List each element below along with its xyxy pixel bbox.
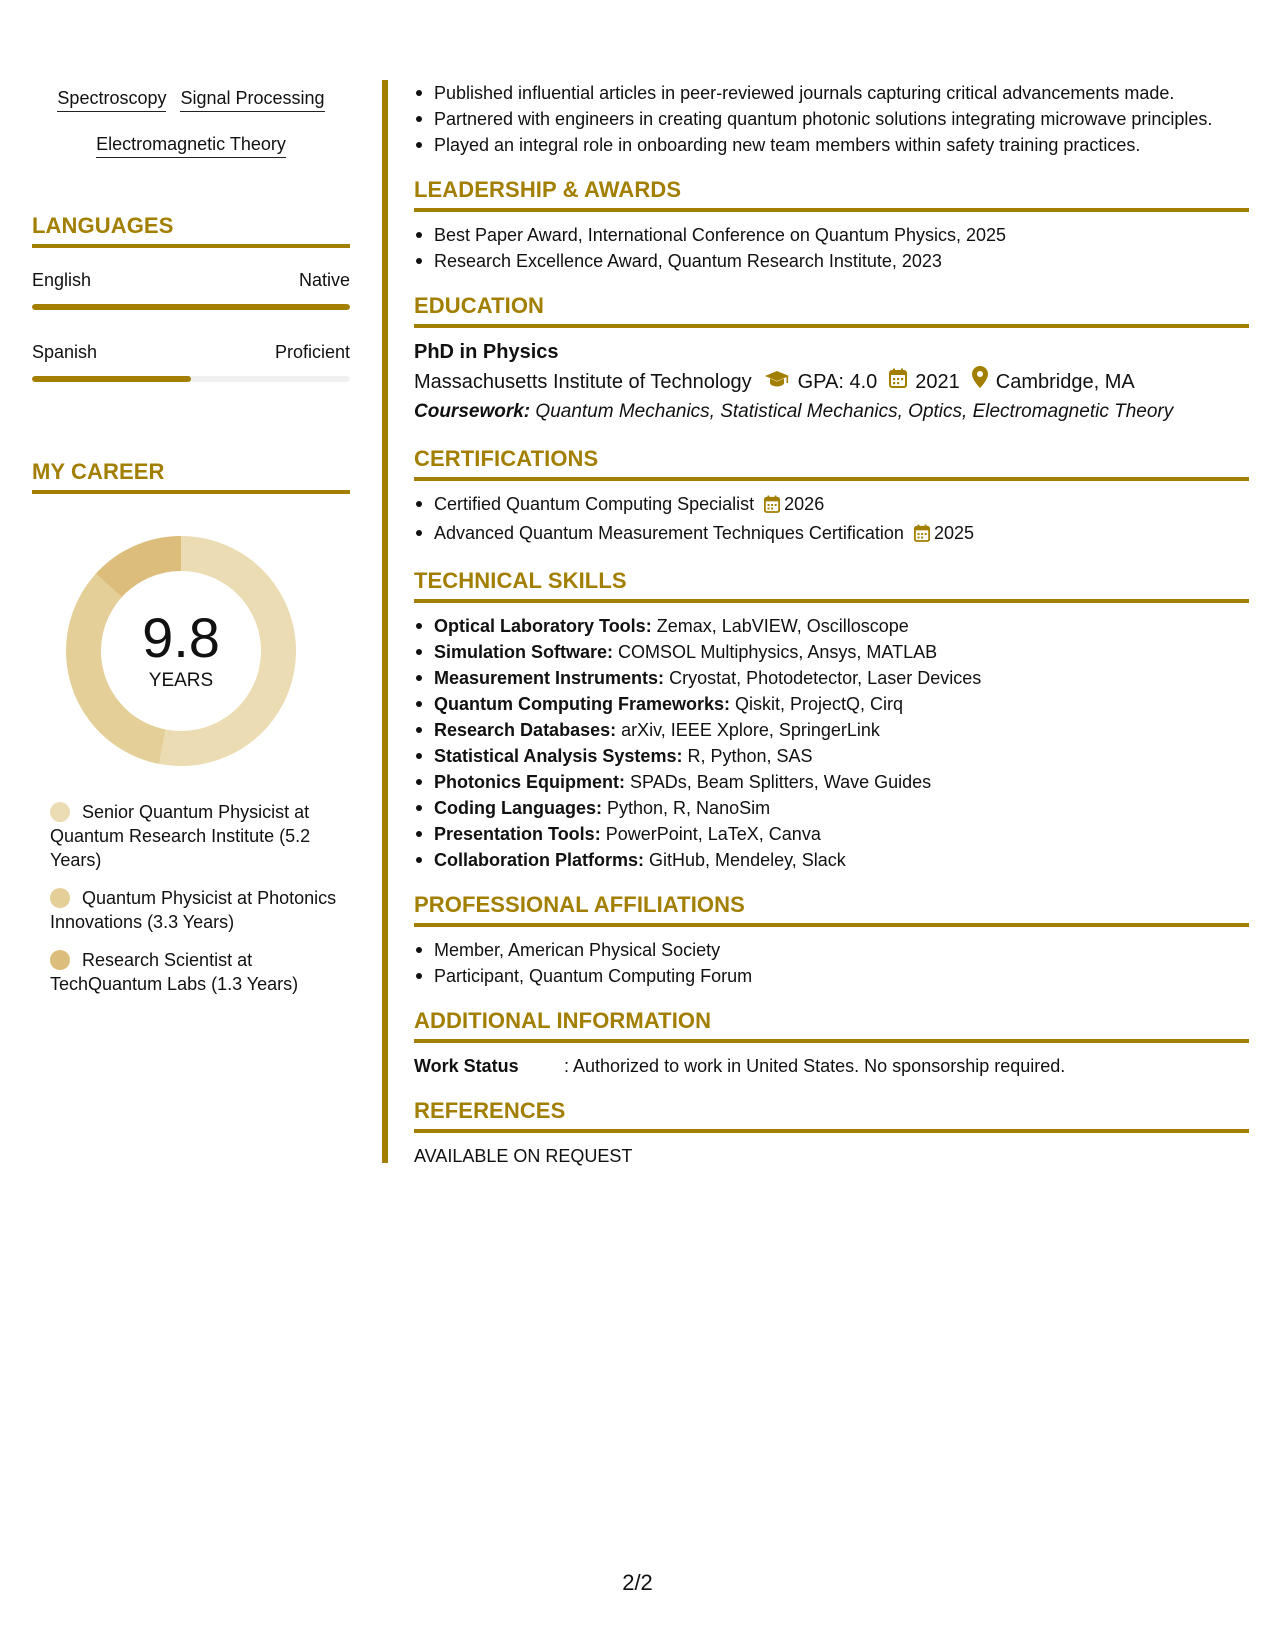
- certification-name: Advanced Quantum Measurement Techniques Certification: [434, 523, 904, 543]
- legend-label: Quantum Physicist at Photonics Innovations (3.3 Years): [50, 888, 337, 932]
- career-legend-item: [50, 800, 340, 872]
- section-title: EDUCATION: [414, 293, 545, 318]
- references-section: [414, 1097, 1249, 1169]
- list-item: [414, 639, 1249, 665]
- list-item: [414, 795, 1249, 821]
- language-name: English: [32, 270, 92, 290]
- certification-year: 2026: [784, 494, 825, 514]
- gpa: GPA: 4.0: [797, 370, 878, 393]
- career-legend-item: [50, 886, 340, 934]
- page-number: 2/2: [622, 1570, 653, 1595]
- technical-skills-list: [414, 613, 1249, 873]
- legend-dot: [50, 888, 70, 908]
- career-section: [32, 458, 350, 996]
- affiliations-section: [414, 891, 1249, 989]
- skill-tag: Electromagnetic Theory: [96, 132, 286, 158]
- language-bar-fill: [32, 304, 350, 310]
- skill-category: Measurement Instruments:: [434, 668, 665, 688]
- list-item: [414, 847, 1249, 873]
- coursework-label: Coursework:: [414, 401, 531, 422]
- school-location: Cambridge, MA: [995, 370, 1135, 393]
- career-donut: [66, 536, 296, 766]
- references-text: AVAILABLE ON REQUEST: [414, 1146, 633, 1166]
- list-item: [414, 769, 1249, 795]
- legend-dot: [50, 802, 70, 822]
- skill-category: Simulation Software:: [434, 642, 614, 662]
- section-title: REFERENCES: [414, 1098, 566, 1123]
- certification-year: 2025: [933, 523, 974, 543]
- skills-tags: [32, 80, 350, 172]
- list-item: [414, 613, 1249, 639]
- section-title: LEADERSHIP & AWARDS: [414, 177, 682, 202]
- right-column: [414, 80, 1249, 1169]
- list-item: [414, 821, 1249, 847]
- skill-category: Presentation Tools:: [434, 824, 601, 844]
- languages-section: [32, 212, 350, 382]
- legend-dot: [50, 950, 70, 970]
- section-rule: [414, 923, 1249, 927]
- section-rule: [32, 490, 350, 494]
- list-item: Partnered with engineers in creating quantum photonic solutions integrating microwave principles.: [414, 106, 1249, 132]
- skill-values: COMSOL Multiphysics, Ansys, MATLAB: [618, 642, 938, 662]
- additional-info-section: [414, 1007, 1249, 1079]
- career-total-years: 9.8: [142, 606, 220, 669]
- list-item: [414, 520, 1249, 549]
- skill-category: Collaboration Platforms:: [434, 850, 645, 870]
- list-item: Member, American Physical Society: [414, 937, 1249, 963]
- list-item: Research Excellence Award, Quantum Research Institute, 2023: [414, 248, 1249, 274]
- list-item: Participant, Quantum Computing Forum: [414, 963, 1249, 989]
- graduation-year: 2021: [915, 370, 960, 393]
- list-item: Published influential articles in peer-reviewed journals capturing critical advancements made.: [414, 80, 1249, 106]
- section-rule: [414, 208, 1249, 212]
- calendar-icon: [914, 523, 930, 549]
- list-item: Best Paper Award, International Conference on Quantum Physics, 2025: [414, 222, 1249, 248]
- skill-category: Research Databases:: [434, 720, 617, 740]
- work-status-row: [414, 1053, 1249, 1079]
- skill-values: Zemax, LabVIEW, Oscilloscope: [656, 616, 909, 636]
- skill-values: Python, R, NanoSim: [607, 798, 771, 818]
- section-title: LANGUAGES: [32, 213, 174, 238]
- skill-values: PowerPoint, LaTeX, Canva: [605, 824, 821, 844]
- education-section: [414, 292, 1249, 427]
- section-rule: [414, 324, 1249, 328]
- section-title: TECHNICAL SKILLS: [414, 568, 627, 593]
- section-title: ADDITIONAL INFORMATION: [414, 1008, 712, 1033]
- left-column: [32, 80, 350, 1010]
- certifications-section: [414, 445, 1249, 549]
- legend-label: Research Scientist at TechQuantum Labs (1.3 Years): [50, 950, 299, 994]
- language-bar-fill: [32, 376, 191, 382]
- section-title: PROFESSIONAL AFFILIATIONS: [414, 892, 745, 917]
- education-details: [414, 366, 1249, 397]
- legend-label: Senior Quantum Physicist at Quantum Research Institute (5.2 Years): [50, 802, 311, 870]
- section-title: MY CAREER: [32, 459, 165, 484]
- skill-category: Statistical Analysis Systems:: [434, 746, 683, 766]
- section-rule: [414, 1039, 1249, 1043]
- language-bar: [32, 376, 350, 382]
- section-rule: [414, 599, 1249, 603]
- list-item: [414, 717, 1249, 743]
- skill-values: SPADs, Beam Splitters, Wave Guides: [630, 772, 932, 792]
- career-total-unit: YEARS: [148, 670, 214, 691]
- skill-values: Cryostat, Photodetector, Laser Devices: [669, 668, 982, 688]
- leadership-section: [414, 176, 1249, 274]
- language-name: Spanish: [32, 342, 98, 362]
- language-item: [32, 268, 350, 310]
- list-item: [414, 743, 1249, 769]
- coursework: [414, 397, 1249, 427]
- column-divider: [382, 80, 388, 1163]
- career-legend: [50, 800, 340, 996]
- work-status-label: Work Status: [414, 1056, 519, 1076]
- skill-category: Photonics Equipment:: [434, 772, 625, 792]
- skill-category: Coding Languages:: [434, 798, 602, 818]
- language-level: Native: [298, 270, 350, 290]
- location-pin-icon: [972, 366, 988, 397]
- section-rule: [32, 244, 350, 248]
- skill-values: Qiskit, ProjectQ, Cirq: [735, 694, 904, 714]
- skill-tag: Signal Processing: [180, 86, 324, 112]
- degree: PhD in Physics: [414, 341, 559, 363]
- skill-values: arXiv, IEEE Xplore, SpringerLink: [621, 720, 880, 740]
- career-legend-item: [50, 948, 340, 996]
- skill-tag: Spectroscopy: [57, 86, 166, 112]
- experience-bullets: [414, 80, 1249, 158]
- list-item: Played an integral role in onboarding new team members within safety training practices.: [414, 132, 1249, 158]
- certification-name: Certified Quantum Computing Specialist: [434, 494, 755, 514]
- calendar-icon: [764, 494, 780, 520]
- technical-skills-section: [414, 567, 1249, 873]
- skill-category: Quantum Computing Frameworks:: [434, 694, 731, 714]
- language-level: Proficient: [274, 342, 350, 362]
- list-item: [414, 691, 1249, 717]
- calendar-icon: [889, 367, 907, 397]
- skill-category: Optical Laboratory Tools:: [434, 616, 652, 636]
- skill-values: R, Python, SAS: [687, 746, 813, 766]
- coursework-list: Quantum Mechanics, Statistical Mechanics, Optics, Electromagnetic Theory: [535, 401, 1174, 422]
- section-rule: [414, 1129, 1249, 1133]
- graduation-cap-icon: [764, 367, 790, 397]
- section-rule: [414, 477, 1249, 481]
- list-item: [414, 491, 1249, 520]
- section-title: CERTIFICATIONS: [414, 446, 599, 471]
- work-status-value: : Authorized to work in United States. No sponsorship required.: [564, 1056, 1066, 1076]
- list-item: [414, 665, 1249, 691]
- language-bar: [32, 304, 350, 310]
- school-name: Massachusetts Institute of Technology: [414, 370, 752, 393]
- language-item: [32, 340, 350, 382]
- skill-values: GitHub, Mendeley, Slack: [649, 850, 846, 870]
